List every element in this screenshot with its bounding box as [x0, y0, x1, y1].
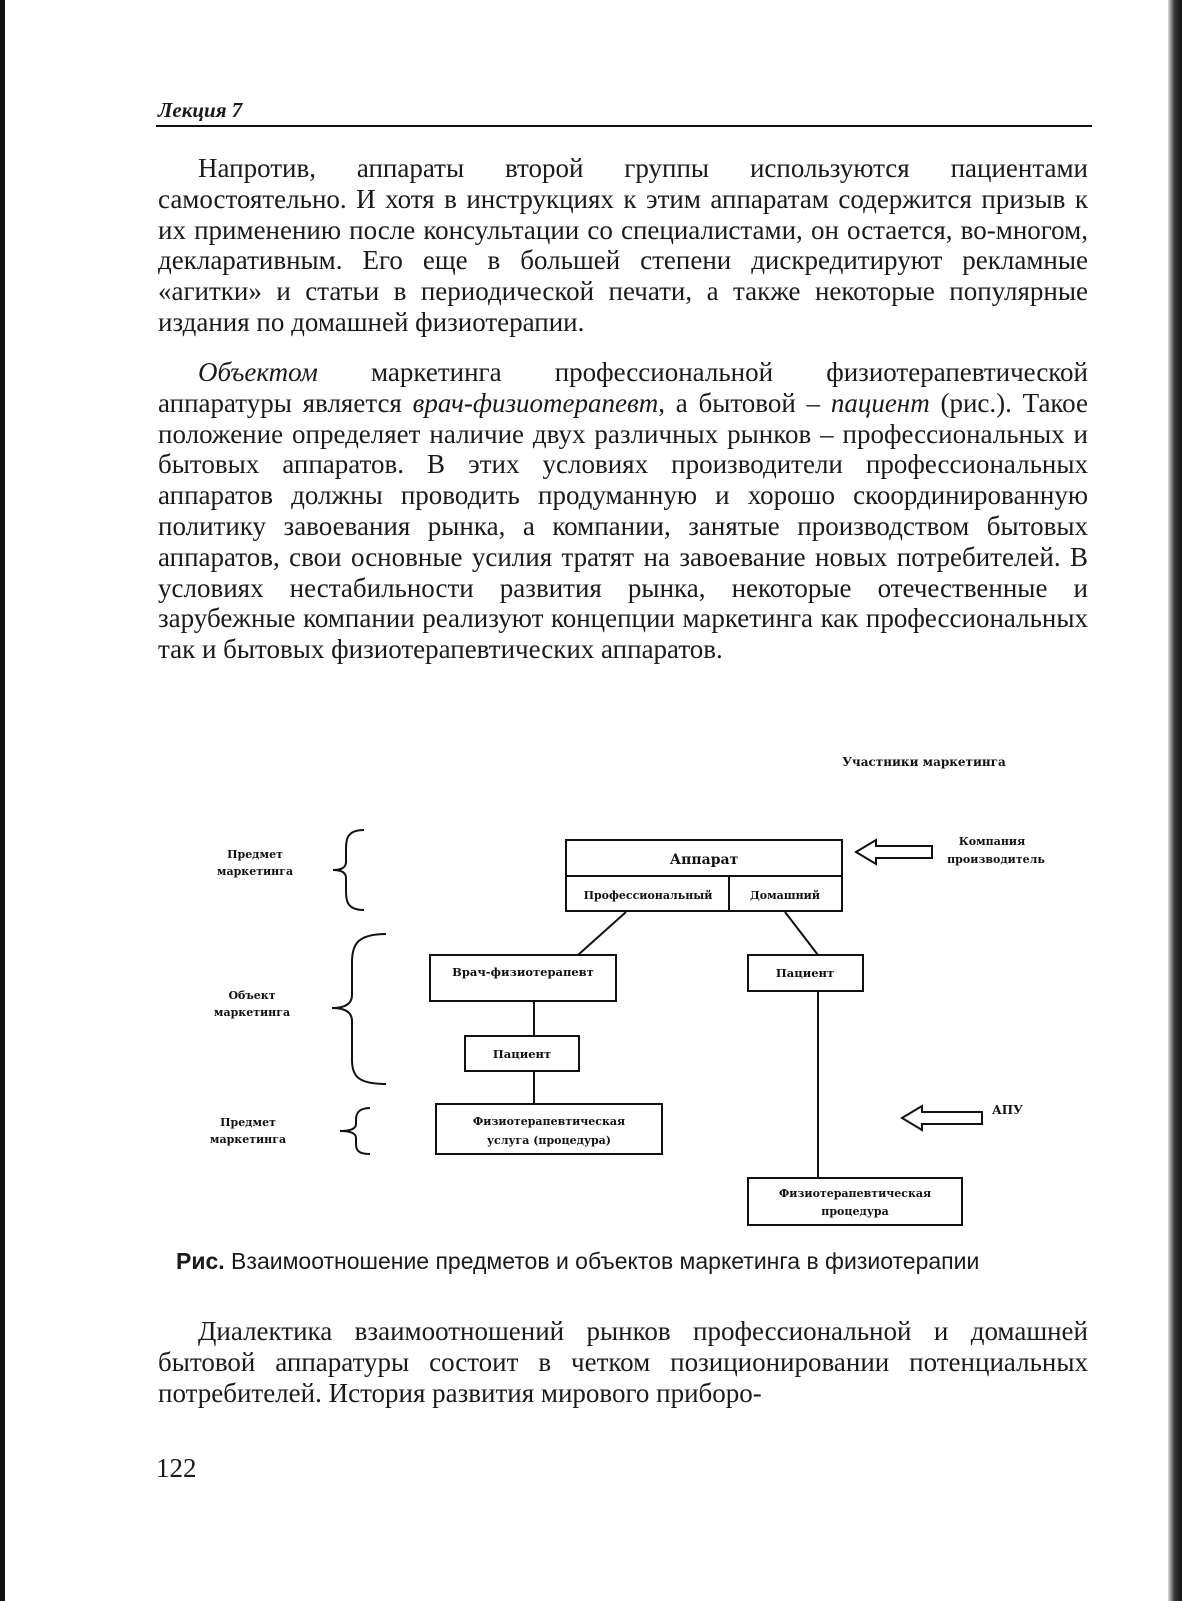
term-object: Объектом — [198, 357, 318, 387]
patient-left-box-label: Пациент — [492, 1047, 552, 1061]
paragraph-3 — [158, 1316, 1088, 1408]
label-object-line1: Объект — [228, 989, 276, 1002]
label-subject-top-line2: маркетинга — [216, 865, 294, 878]
label-subject-top-line1: Предмет — [227, 848, 283, 861]
paragraph-2-part-2: , а бытовой – — [658, 387, 831, 418]
apu-label: АПУ — [992, 1103, 1023, 1117]
diagram-heading: Участники маркетинга — [842, 755, 1006, 769]
label-subject-bottom-line2: маркетинга — [209, 1133, 287, 1146]
service-box-line2: услуга (процедура) — [486, 1134, 612, 1147]
paragraph-1-text: Напротив, аппараты второй группы используются пациентами самостоятельно. И хотя в инструкциях к этим аппаратам содержится призыв к их применению после консультации со специалистами, он остается, во-многом, декларативным. Его еще в большей степени дискредитируют рекламные «агитки» и статьи в периодической печати, а также некоторые популярные издания по домашней физиотерапии. — [158, 153, 1088, 337]
device-box-title: Аппарат — [669, 852, 739, 868]
brace-bottom — [340, 1108, 370, 1154]
brace-middle — [332, 934, 386, 1084]
term-doctor: врач-физиотерапевт — [412, 387, 659, 418]
device-box-professional: Профессиональный — [583, 889, 713, 902]
device-box-home: Домашний — [750, 889, 820, 902]
figure-caption-text: Взаимоотношение предметов и объектов маркетинга в физиотерапии — [224, 1248, 980, 1274]
figure-caption-label: Рис. — [176, 1248, 225, 1274]
patient-right-box-label: Пациент — [775, 966, 835, 980]
paragraph-2-part-1: маркетинга профессиональной физиотерапевтической аппаратуры является — [158, 357, 1088, 418]
paragraph-2-part-3: (рис.). Такое положение определяет наличие двух различных рынков – профессиональных и бытовых аппаратов. В этих условиях производители профессиональных аппаратов должны проводить продуманную и хорошо скоординированную политику завоевания рынка, а компании, занятые производством бытовых аппаратов, свои основные усилия тратят на завоевание новых потребителей. В условиях нестабильности развития рынка, некоторые отечественные и зарубежные компании реализуют концепции маркетинга как профессиональных так и бытовых физиотерапевтических аппаратов. — [158, 387, 1088, 665]
apu-arrow-icon — [902, 1106, 982, 1130]
doctor-box-label: Врач-физиотерапевт — [452, 965, 594, 979]
manufacturer-label-line1: Компания — [958, 835, 1026, 848]
label-object-line2: маркетинга — [213, 1006, 291, 1019]
procedure-box-line1: Физиотерапевтическая — [778, 1187, 932, 1200]
label-subject-bottom-line1: Предмет — [220, 1116, 276, 1129]
page-number: 122 — [156, 1453, 197, 1483]
procedure-box-line2: процедура — [821, 1205, 889, 1218]
term-patient: пациент — [830, 387, 930, 418]
running-header: Лекция 7 — [158, 98, 243, 122]
manufacturer-arrow-icon — [856, 840, 932, 864]
service-box-line1: Физиотерапевтическая — [472, 1115, 626, 1128]
brace-top — [333, 830, 364, 910]
figure-caption — [176, 1248, 979, 1275]
paragraph-3-text: Диалектика взаимоотношений рынков профессиональной и домашней бытовой аппаратуры состоит в четком позиционировании потенциальных потребителей. История развития мирового приборо- — [158, 1316, 1088, 1408]
manufacturer-label-line2: производитель — [947, 853, 1045, 866]
